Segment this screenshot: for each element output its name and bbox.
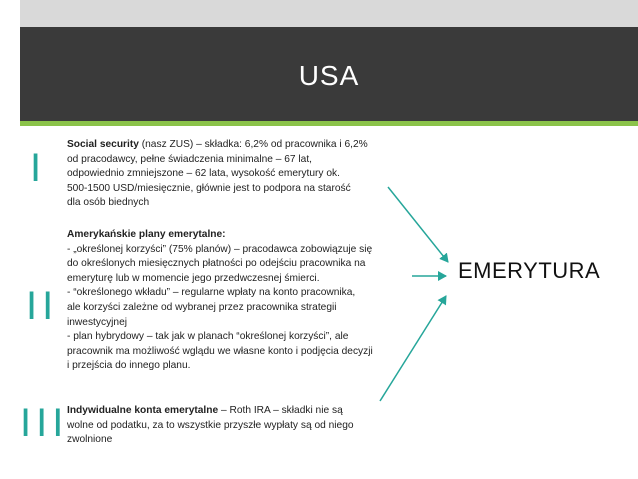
- text-line: 500-1500 USD/miesięcznie, głównie jest to podpora na starość: [67, 182, 351, 194]
- text-line: - “określonego wkładu” – regularne wpłaty na konto pracownika,: [67, 287, 356, 299]
- text-line: – Roth IRA – składki nie są: [218, 405, 343, 416]
- slide-title: USA: [298, 60, 360, 91]
- text-line: - plan hybrydowy – tak jak w planach “określonej korzyści”, ale: [67, 331, 349, 343]
- text-line: wolne od podatku, za to wszystkie przyszłe wypłaty są od niego: [67, 419, 354, 431]
- section-heading: Amerykańskie plany emerytalne:: [67, 229, 226, 240]
- arrow-line-1: [388, 187, 448, 262]
- text-line: i przejścia do innego planu.: [67, 360, 191, 372]
- text-line: ale korzyści zależne od wybranej przez pracownika strategii: [67, 301, 337, 313]
- text-line: odpowiednio zmniejszone – 62 lata, wysokość emerytury ok.: [67, 168, 340, 180]
- roman-numeral-1: I: [30, 146, 47, 190]
- text-line: emeryturę lub w momencie jego przedwczesnej śmierci.: [67, 272, 320, 284]
- text-line: inwestycyjnej: [67, 316, 128, 328]
- section-heading: Social security: [67, 139, 139, 150]
- roman-numeral-2: II: [26, 284, 59, 328]
- text-line: pracownik ma możliwość wglądu we własne konto i podjęcia decyzji: [67, 345, 373, 357]
- text-line: (nasz ZUS) – składka: 6,2% od pracownika i 6,2%: [138, 139, 368, 150]
- text-line: do określonych miesięcznych płatności po odejściu pracownika na: [67, 258, 366, 270]
- arrow-line-3: [380, 296, 446, 401]
- text-line: zwolnione: [67, 434, 113, 446]
- target-label: EMERYTURA: [458, 258, 601, 283]
- section-heading: Indywidualne konta emerytalne: [67, 405, 219, 416]
- text-line: - „określonej korzyści” (75% planów) – pracodawca zobowiązuje się: [67, 243, 373, 255]
- text-line: od pracodawcy, pełne świadczenia minimalne – 67 lat,: [67, 153, 313, 165]
- text-line: dla osób biednych: [67, 197, 150, 209]
- roman-numeral-3: III: [20, 401, 69, 445]
